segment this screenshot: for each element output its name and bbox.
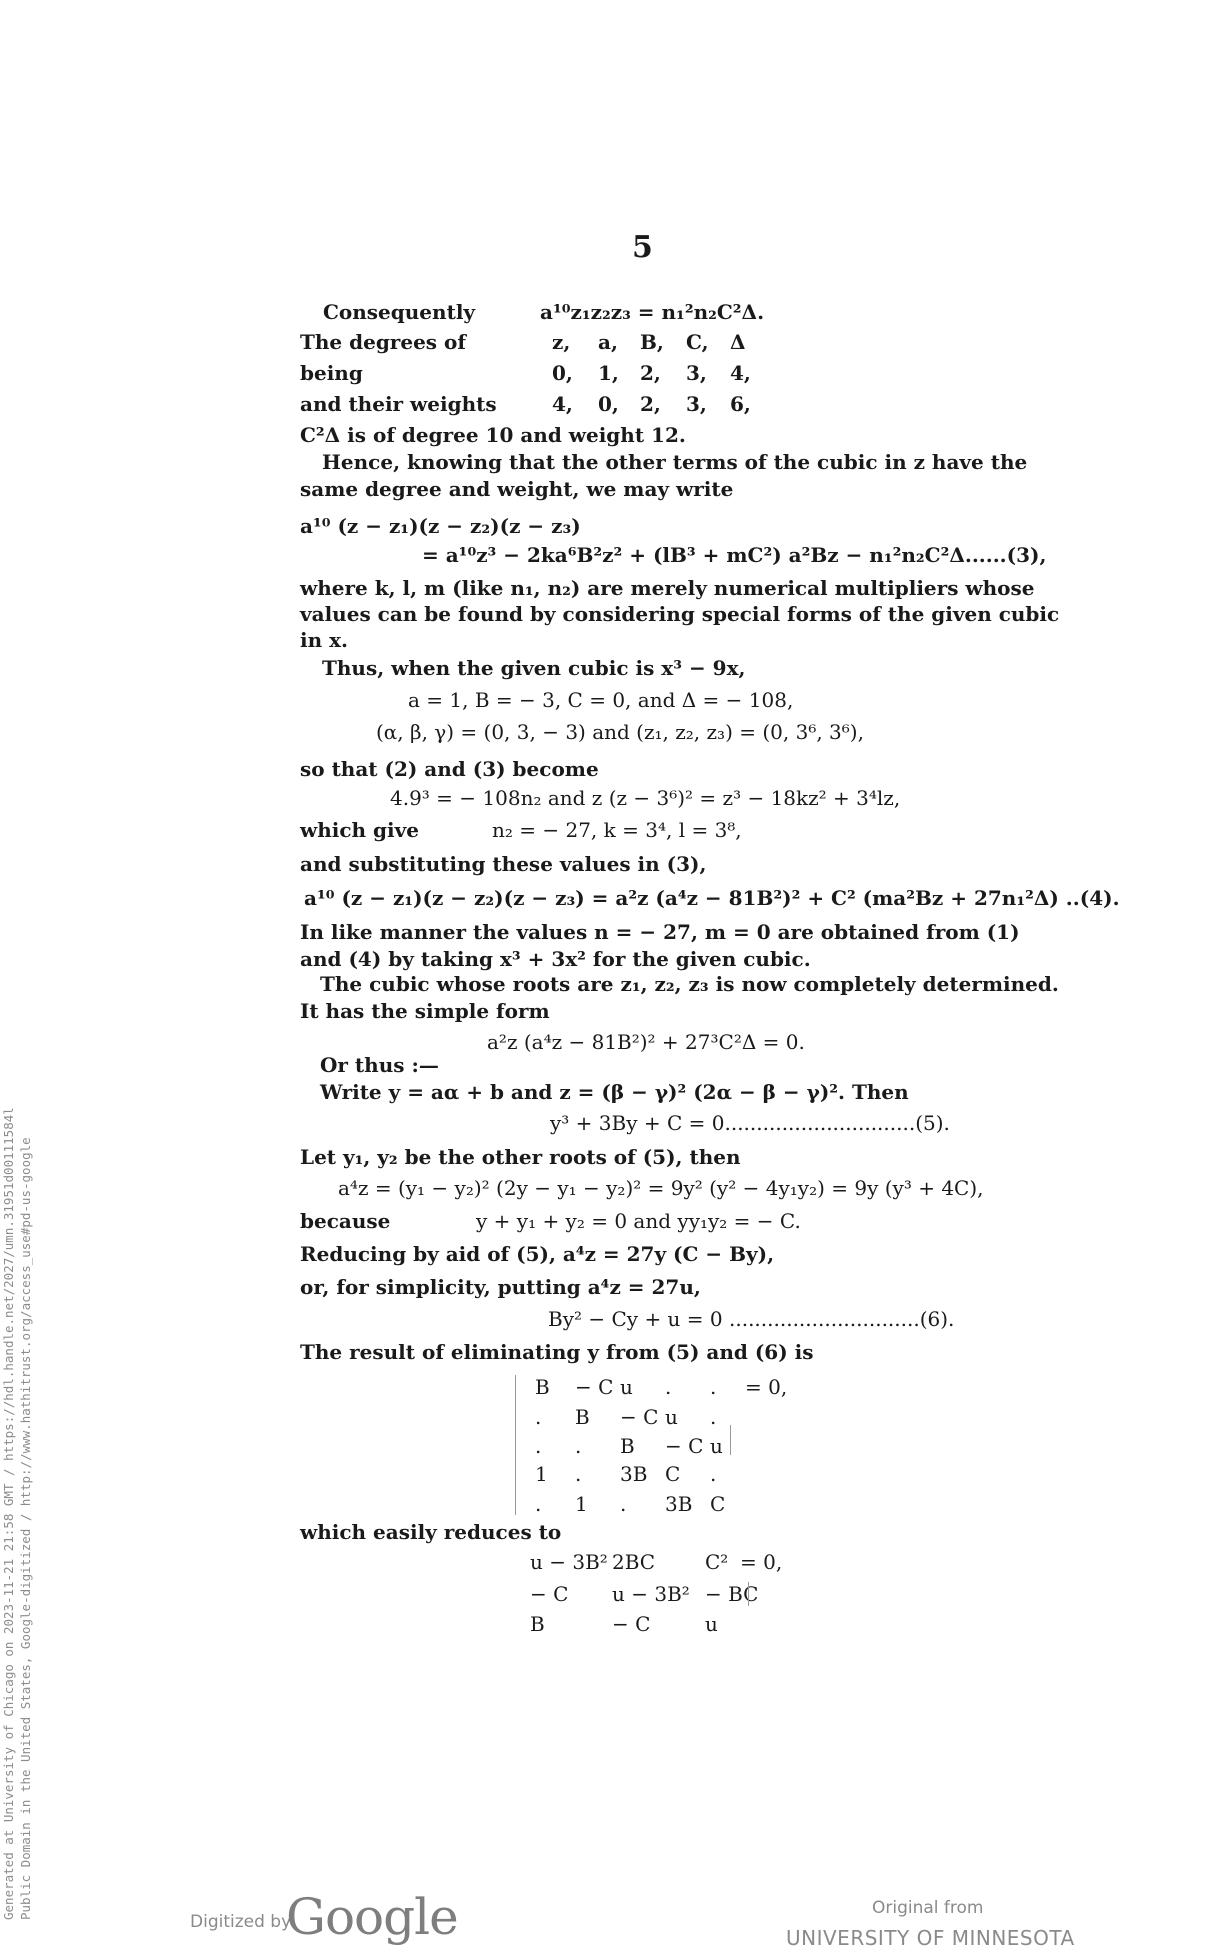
sidebar-watermark — [0, 940, 34, 1920]
text-line: (α, β, γ) = (0, 3, − 3) and (z₁, z₂, z₃) = (0, 3⁶, 3⁶), — [376, 720, 864, 744]
det1-cell: B — [620, 1434, 635, 1458]
det1-cell: . — [710, 1405, 717, 1429]
sidebar-line-2: Public Domain in the United States, Google-digitized / http://www.hathitrust.org/access_use#pd-us-google — [18, 1137, 33, 1920]
text-line: C²Δ is of degree 10 and weight 12. — [300, 423, 686, 447]
text-line: a⁴z = (y₁ − y₂)² (2y − y₁ − y₂)² = 9y² (y² − 4y₁y₂) = 9y (y³ + 4C), — [338, 1176, 984, 1200]
det1-cell: − C — [665, 1434, 704, 1458]
text-line: because — [300, 1209, 391, 1233]
det1-cell: . — [535, 1434, 542, 1458]
text-line: 4.9³ = − 108n₂ and z (z − 3⁶)² = z³ − 18kz² + 3⁴lz, — [390, 786, 901, 810]
det1-cell: B — [535, 1375, 550, 1399]
det1-cell: u — [620, 1375, 633, 1399]
text-line: a = 1, B = − 3, C = 0, and Δ = − 108, — [408, 688, 794, 712]
digitized-by-label: Digitized by — [190, 1912, 292, 1932]
text-line: a¹⁰z₁z₂z₃ = n₁²n₂C²Δ. — [540, 300, 765, 324]
degree-table-cell: 2, — [640, 361, 661, 385]
det1-equals: = 0, — [745, 1375, 788, 1399]
text-line: = a¹⁰z³ − 2ka⁶B²z² + (lB³ + mC²) a²Bz − n₁²n₂C²Δ......(3), — [422, 543, 1047, 567]
degree-table-cell: Δ — [730, 330, 746, 354]
det1-cell: . — [665, 1375, 672, 1399]
text-line: being — [300, 361, 363, 385]
degree-table-cell: 2, — [640, 392, 661, 416]
text-line: The result of eliminating y from (5) and (6) is — [300, 1340, 814, 1364]
degree-table-cell: 6, — [730, 392, 751, 416]
text-line: in x. — [300, 628, 348, 652]
text-line: so that (2) and (3) become — [300, 757, 599, 781]
text-line: y + y₁ + y₂ = 0 and yy₁y₂ = − C. — [476, 1209, 801, 1233]
det1-cell: . — [535, 1405, 542, 1429]
text-line: Hence, knowing that the other terms of the cubic in z have the — [322, 450, 1028, 474]
det1-cell: . — [535, 1492, 542, 1516]
degree-table-cell: C, — [686, 330, 709, 354]
det1-right-bar — [730, 1425, 731, 1455]
text-line: and their weights — [300, 392, 497, 416]
text-line: same degree and weight, we may write — [300, 477, 734, 501]
text-line: or, for simplicity, putting a⁴z = 27u, — [300, 1275, 701, 1299]
det2-cell: u — [705, 1612, 718, 1636]
degree-table-cell: 0, — [598, 392, 619, 416]
original-from-label: Original from — [872, 1898, 984, 1918]
det1-left-bar — [515, 1375, 516, 1515]
text-line: Or thus :— — [320, 1053, 439, 1077]
degree-table-cell: 1, — [598, 361, 619, 385]
sidebar-line-1: Generated at University of Chicago on 2023-11-21 21:58 GMT / https://hdl.handle.net/2027/umn.31951d00111584l — [1, 1107, 16, 1920]
det1-cell: 3B — [620, 1462, 648, 1486]
text-line: By² − Cy + u = 0 ..............................(6). — [548, 1307, 955, 1331]
det1-cell: . — [710, 1462, 717, 1486]
text-line: and (4) by taking x³ + 3x² for the given cubic. — [300, 947, 811, 971]
text-line: a²z (a⁴z − 81B²)² + 27³C²Δ = 0. — [487, 1030, 805, 1054]
degree-table-cell: 3, — [686, 392, 707, 416]
det1-cell: u — [665, 1405, 678, 1429]
text-line: and substituting these values in (3), — [300, 852, 707, 876]
google-logo: Google — [286, 1888, 458, 1946]
text-line: values can be found by considering special forms of the given cubic — [300, 602, 1060, 626]
text-line: In like manner the values n = − 27, m = 0 are obtained from (1) — [300, 920, 1020, 944]
det1-cell: . — [575, 1462, 582, 1486]
det2-cell: B — [530, 1612, 545, 1636]
det2-cell: u − 3B² — [530, 1550, 608, 1574]
page-number: 5 — [632, 230, 653, 265]
det2-cell: u − 3B² — [612, 1582, 690, 1606]
text-line: It has the simple form — [300, 999, 550, 1023]
text-line: Let y₁, y₂ be the other roots of (5), then — [300, 1145, 741, 1169]
text-line: n₂ = − 27, k = 3⁴, l = 3⁸, — [492, 818, 742, 842]
text-line: Consequently — [323, 300, 476, 324]
det2-cell: 2BC — [612, 1550, 656, 1574]
degree-table-cell: 3, — [686, 361, 707, 385]
det1-cell: u — [710, 1434, 723, 1458]
det1-cell: . — [575, 1434, 582, 1458]
degree-table-cell: 4, — [552, 392, 573, 416]
det1-cell: 1 — [575, 1492, 588, 1516]
det1-cell: − C — [620, 1405, 659, 1429]
det2-cell: C² — [705, 1550, 729, 1574]
text-line: y³ + 3By + C = 0..............................(5). — [550, 1111, 950, 1135]
text-line: The degrees of — [300, 330, 466, 354]
text-line: Write y = aα + b and z = (β − γ)² (2α − β − γ)². Then — [320, 1080, 909, 1104]
text-line: which give — [300, 818, 419, 842]
text-line: a¹⁰ (z − z₁)(z − z₂)(z − z₃) — [300, 514, 581, 538]
text-line: a¹⁰ (z − z₁)(z − z₂)(z − z₃) = a²z (a⁴z − 81B²)² + C² (ma²Bz + 27n₁²Δ) ..(4). — [304, 886, 1120, 910]
det1-cell: 3B — [665, 1492, 693, 1516]
det2-right-bar — [748, 1582, 749, 1606]
university-label: UNIVERSITY OF MINNESOTA — [786, 1926, 1075, 1950]
det2-equals: = 0, — [740, 1550, 783, 1574]
det1-cell: − C — [575, 1375, 614, 1399]
degree-table-cell: 4, — [730, 361, 751, 385]
degree-table-cell: B, — [640, 330, 664, 354]
text-line: Reducing by aid of (5), a⁴z = 27y (C − By), — [300, 1242, 775, 1266]
det2-cell: − C — [530, 1582, 569, 1606]
det1-cell: . — [620, 1492, 627, 1516]
det1-cell: B — [575, 1405, 590, 1429]
text-line: which easily reduces to — [300, 1520, 562, 1544]
degree-table-cell: z, — [552, 330, 571, 354]
det2-cell: − C — [612, 1612, 651, 1636]
det1-cell: C — [710, 1492, 726, 1516]
degree-table-cell: 0, — [552, 361, 573, 385]
det1-cell: C — [665, 1462, 681, 1486]
det1-cell: 1 — [535, 1462, 548, 1486]
det1-cell: . — [710, 1375, 717, 1399]
text-line: The cubic whose roots are z₁, z₂, z₃ is now completely determined. — [320, 972, 1059, 996]
text-line: where k, l, m (like n₁, n₂) are merely numerical multipliers whose — [300, 576, 1035, 600]
degree-table-cell: a, — [598, 330, 618, 354]
text-line: Thus, when the given cubic is x³ − 9x, — [322, 656, 746, 680]
det2-cell: − BC — [705, 1582, 759, 1606]
